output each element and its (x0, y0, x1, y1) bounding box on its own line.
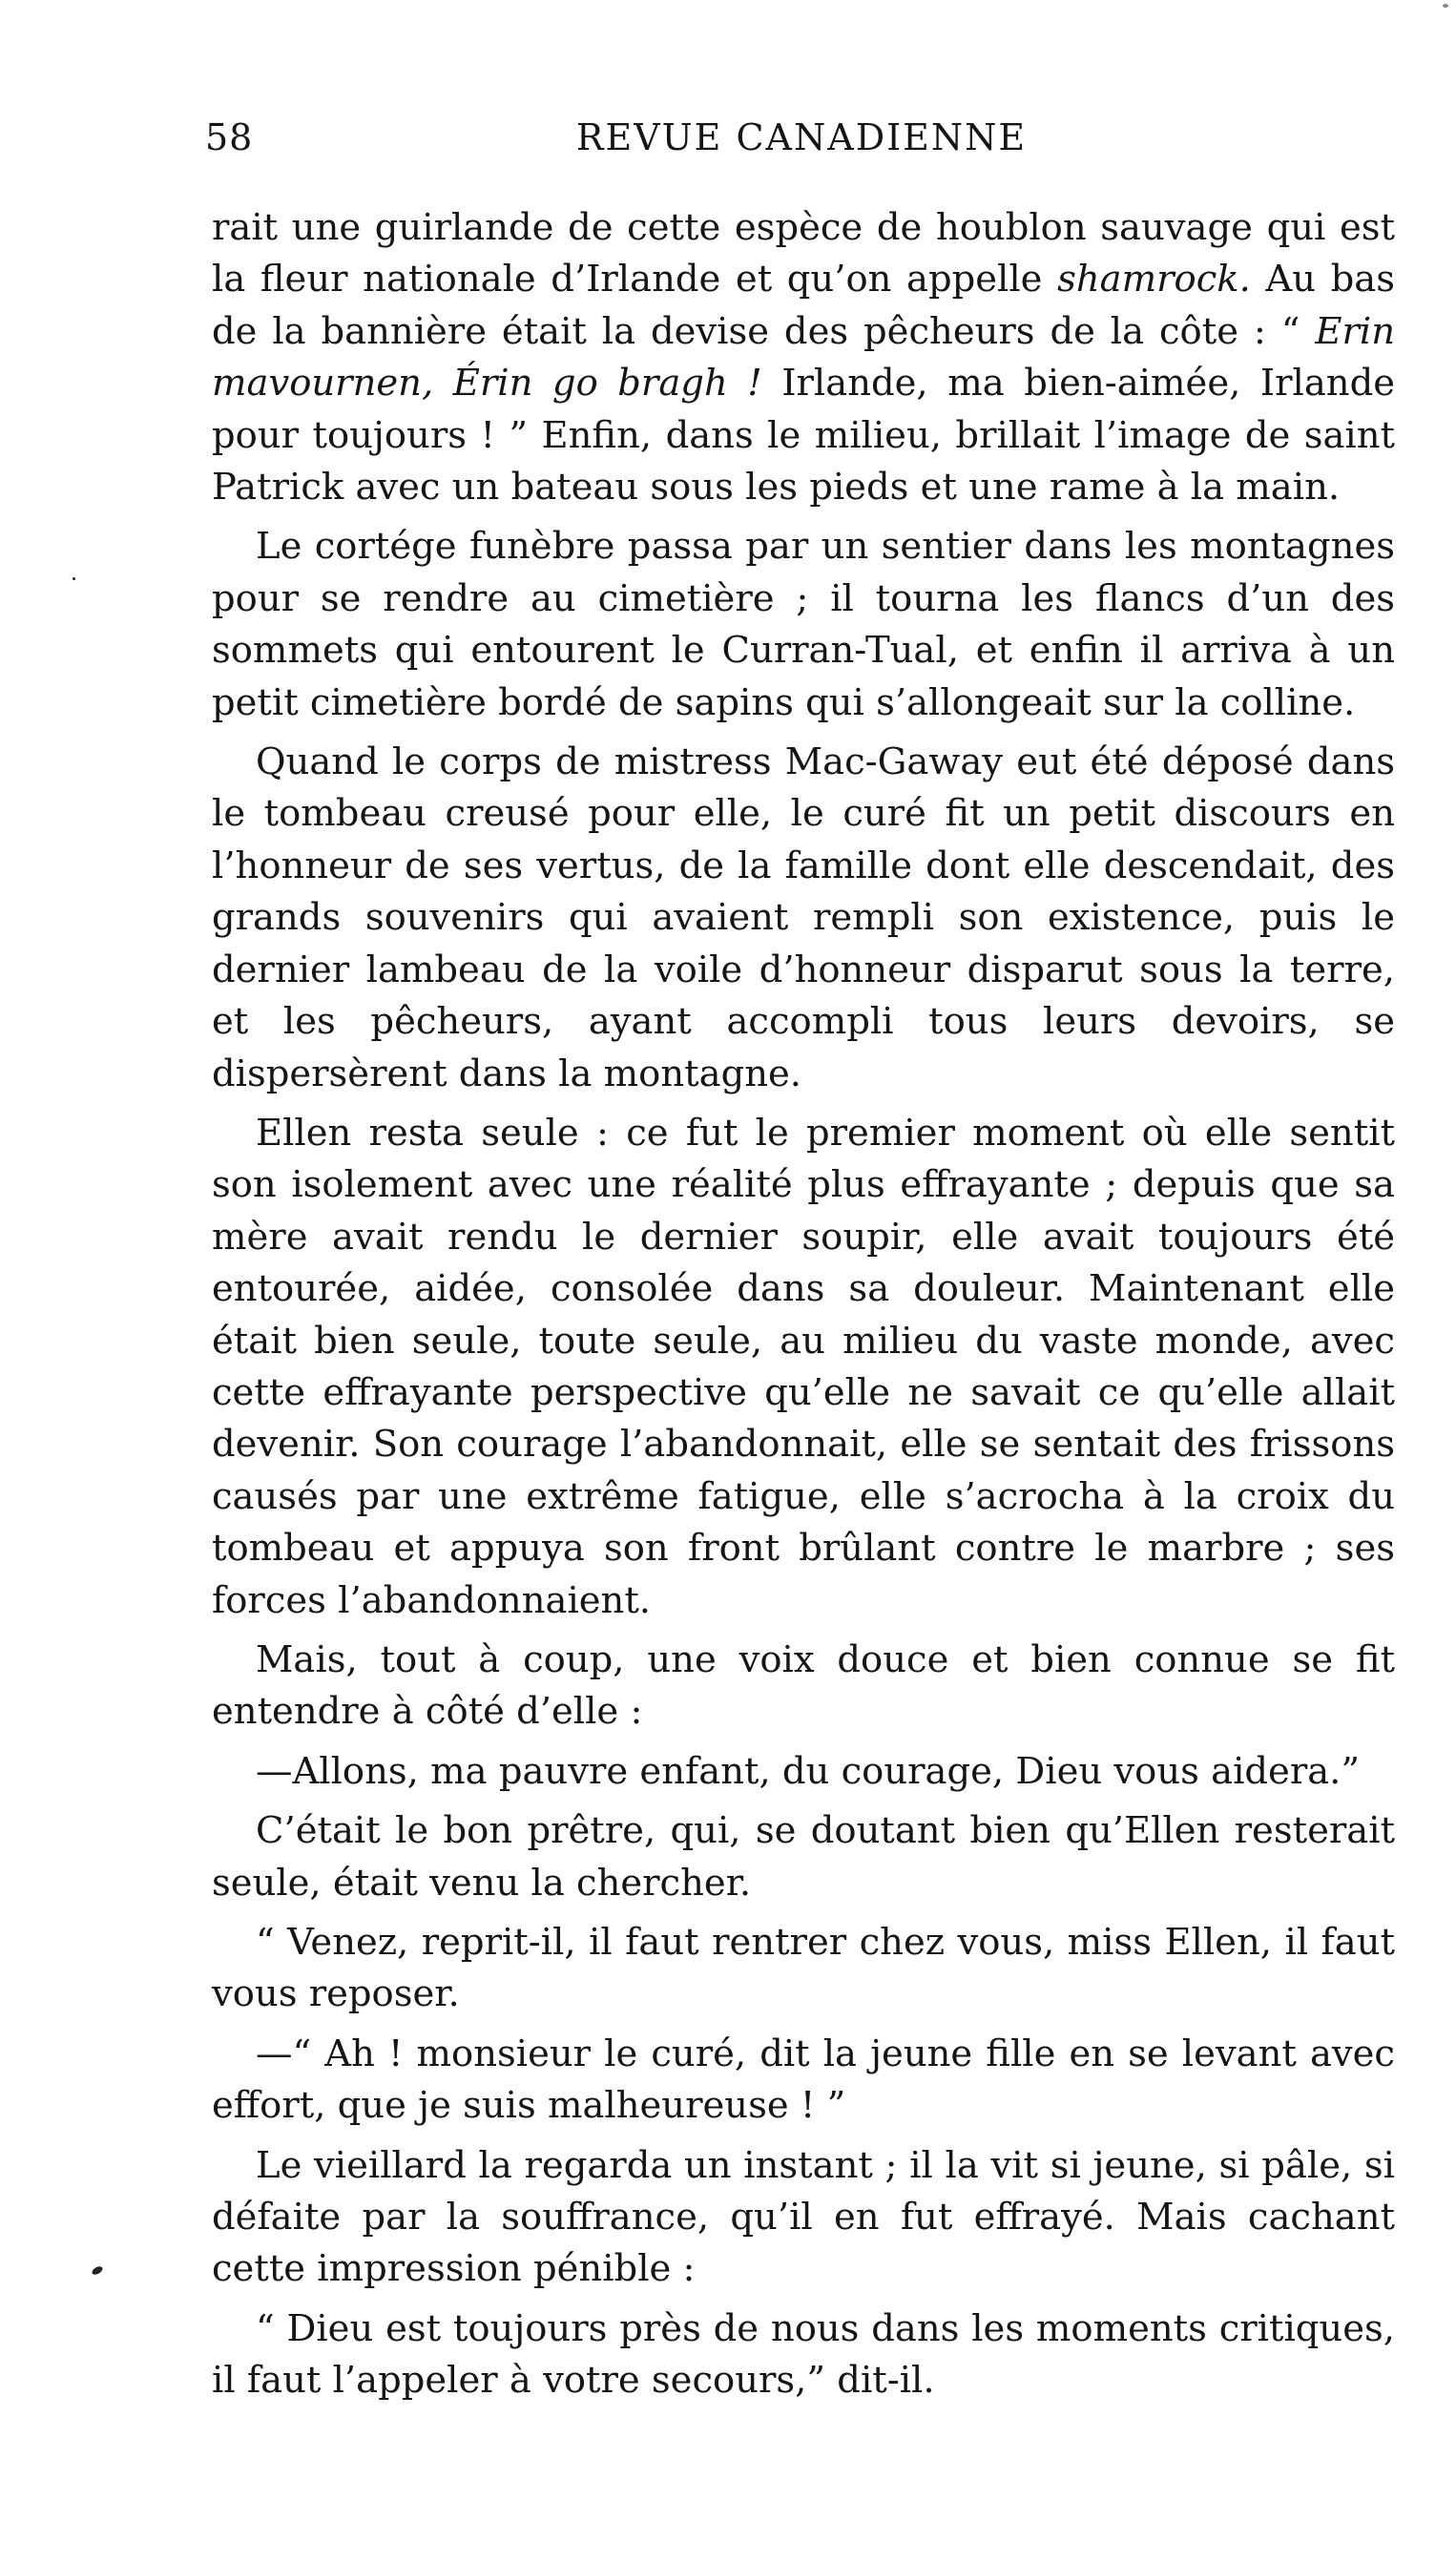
paragraph-10: Le vieillard la regarda un instant ; il la vit si jeune, si pâle, si défaite par la souffrance, qu’il en fut effrayé. Mais cachant cette impression pénible : (212, 2143, 1395, 2291)
motto-italic: Erin mavournen, Érin go bragh ! (212, 309, 1395, 406)
paragraph-11: “ Dieu est toujours près de nous dans les moments critiques, il faut l’appeler à votre secours,” dit-il. (212, 2306, 1395, 2403)
page-number: 58 (205, 116, 254, 158)
running-title: REVUE CANADIENNE (575, 116, 1028, 158)
paragraph-3: Quand le corps de mistress Mac-Gaway eut été déposé dans le tombeau creusé pour elle, le curé fit un petit discours en l’honneur de ses vertus, de la famille dont elle descendait, des grands souvenirs qui avaient rempli son existence, puis le dernier lambeau de la voile d’honneur disparut sous la terre, et les pêcheurs, ayant accompli tous leurs devoirs, se dispersèrent dans la montagne. (212, 740, 1395, 1095)
paragraph-9: —“ Ah ! monsieur le curé, dit la jeune fille en se levant avec effort, que je suis malheureuse ! ” (212, 2032, 1395, 2128)
paragraph-2: Le cortége funèbre passa par un sentier dans les montagnes pour se rendre au cimetière ; il tourna les flancs d’un des sommets qui entourent le Curran-Tual, et enfin il arriva à un petit cimetière bordé de sapins qui s’allongeait sur la colline. (212, 525, 1395, 724)
ink-speck (1443, 4, 1448, 8)
shamrock-italic: shamrock. (1057, 258, 1251, 302)
paragraph-6: —Allons, ma pauvre enfant, du courage, Dieu vous aidera.” (256, 1749, 1361, 1793)
paragraph-4: Ellen resta seule : ce fut le premier moment où elle sentit son isolement avec une réalité plus effrayante ; depuis que sa mère avait rendu le dernier soupir, elle avait toujours été entourée, aidée, consolée dans sa douleur. Maintenant elle était bien seule, toute seule, au milieu du vaste monde, avec cette effrayante perspective qu’elle ne savait ce qu’elle allait devenir. Son courage l’abandonnait, elle se sentait des frissons causés par une extrême fatigue, elle s’acrocha à la croix du tombeau et appuya son front brûlant contre le marbre ; ses forces l’abandonnaient. (212, 1111, 1395, 1622)
body-text (212, 202, 1395, 2415)
ink-speck (91, 2264, 104, 2276)
page-header (205, 116, 1398, 174)
paragraph-8: “ Venez, reprit-il, il faut rentrer chez vous, miss Ellen, il faut vous reposer. (212, 1921, 1395, 2016)
paragraph-1-part-2: Au bas de la bannière était la devise des pêcheurs de la côte : “ (212, 258, 1395, 353)
paragraph-1 (212, 202, 1395, 513)
paragraph-1-part-3: Irlande, ma bien-aimée, Irlande pour toujours ! ” Enfin, dans le milieu, brillait l’image de saint Patrick avec un bateau sous les pieds et une rame à la main. (212, 362, 1395, 510)
paragraph-1-part-1: rait une guirlande de cette espèce de houblon sauvage qui est la fleur nationale d’Irlande et qu’on appelle (212, 206, 1395, 302)
paragraph-5: Mais, tout à coup, une voix douce et bien connue se fit entendre à côté d’elle : (212, 1637, 1395, 1734)
ink-speck (73, 577, 75, 580)
paragraph-7: C’était le bon prêtre, qui, se doutant bien qu’Ellen resterait seule, était venu la chercher. (212, 1809, 1395, 1905)
